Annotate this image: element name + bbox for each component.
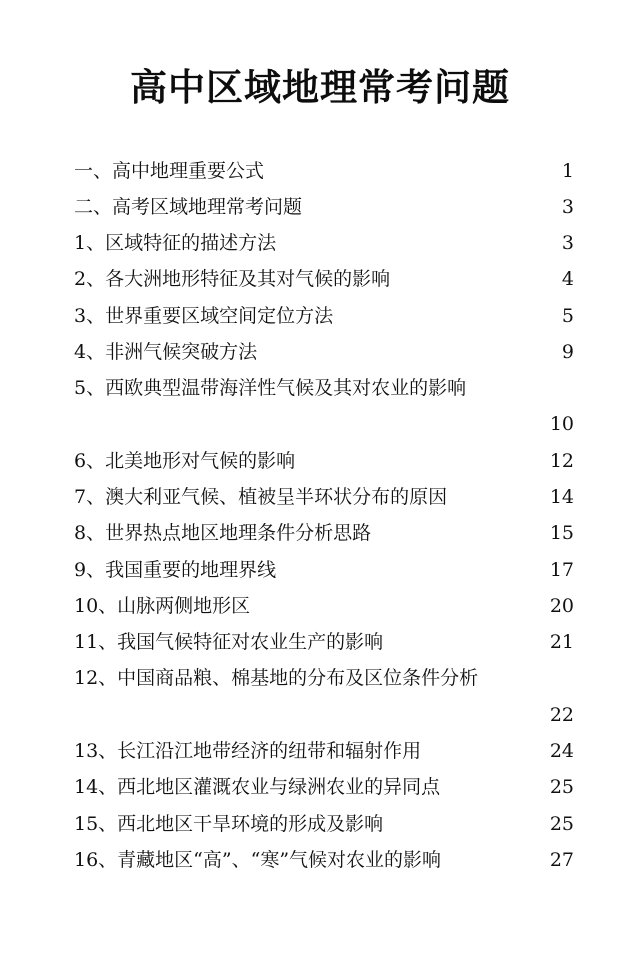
toc-entry-label: 12、中国商品粮、棉基地的分布及区位条件分析 [74, 667, 479, 689]
toc-dot-leader [398, 264, 544, 294]
toc-entry-label: 2、各大洲地形特征及其对气候的影响 [74, 268, 391, 290]
toc-page-number: 1 [561, 160, 574, 182]
toc-dot-leader [391, 809, 542, 839]
toc-page-number: 17 [549, 559, 574, 581]
toc-dot-leader [272, 156, 544, 186]
toc-entry[interactable] [74, 772, 574, 802]
toc-page-number: 4 [561, 268, 574, 290]
toc-dot-leader [341, 301, 544, 331]
toc-dot-leader [448, 772, 542, 802]
toc-entry[interactable] [74, 446, 574, 476]
toc-dot-leader [429, 736, 542, 766]
toc-dot-leader [258, 591, 542, 621]
toc-entry-label: 11、我国气候特征对农业生产的影响 [74, 631, 384, 653]
toc-entry[interactable] [74, 518, 574, 548]
toc-entry-label: 16、青藏地区“高”、“寒”气候对农业的影响 [74, 849, 442, 871]
toc-entry[interactable] [74, 809, 574, 839]
toc-entry[interactable] [74, 192, 574, 222]
toc-page-number: 24 [549, 740, 574, 762]
toc-dot-leader [118, 409, 542, 439]
toc-page-number: 25 [549, 776, 574, 798]
toc-page-number: 20 [549, 595, 574, 617]
toc-entry-label: 10、山脉两侧地形区 [74, 595, 251, 617]
toc-entry-label: 9、我国重要的地理界线 [74, 559, 277, 581]
toc-entry[interactable] [74, 591, 574, 621]
toc-entry-label: 7、澳大利亚气候、植被呈半环状分布的原因 [74, 486, 448, 508]
toc-page-number: 14 [549, 486, 574, 508]
toc-entry-label: 5、西欧典型温带海洋性气候及其对农业的影响 [74, 377, 467, 399]
toc-entry-label: 8、世界热点地区地理条件分析思路 [74, 522, 372, 544]
toc-entry-label: 14、西北地区灌溉农业与绿洲农业的异同点 [74, 776, 441, 798]
toc-dot-leader [284, 555, 542, 585]
toc-dot-leader [118, 700, 542, 730]
toc-page-number: 9 [561, 341, 574, 363]
toc-dot-leader [310, 192, 544, 222]
toc-entry-continuation[interactable] [74, 409, 574, 439]
toc-page-number: 21 [549, 631, 574, 653]
toc-dot-leader [379, 518, 542, 548]
toc-entry[interactable] [74, 555, 574, 585]
toc-entry[interactable] [74, 156, 574, 186]
toc-page-number: 15 [549, 522, 574, 544]
toc-page-number: 27 [549, 849, 574, 871]
toc-entry[interactable] [74, 663, 574, 693]
toc-dot-leader [449, 845, 542, 875]
toc-dot-leader [284, 228, 544, 258]
toc-entry[interactable] [74, 301, 574, 331]
toc-entry-label: 4、非洲气候突破方法 [74, 341, 258, 363]
toc-dot-leader [265, 337, 544, 367]
toc-dot-leader [455, 482, 542, 512]
toc-page-number: 12 [549, 450, 574, 472]
toc-page-number: 22 [549, 704, 574, 726]
toc-page-number: 3 [561, 232, 574, 254]
toc-page-number: 25 [549, 813, 574, 835]
toc-entry-label: 1、区域特征的描述方法 [74, 232, 277, 254]
toc-entry-label: 6、北美地形对气候的影响 [74, 450, 296, 472]
toc-entry[interactable] [74, 736, 574, 766]
toc-entry-label: 3、世界重要区域空间定位方法 [74, 305, 334, 327]
toc-dot-leader [391, 627, 542, 657]
toc-dot-leader [303, 446, 542, 476]
toc-entry-label: 二、高考区域地理常考问题 [74, 196, 303, 218]
toc-entry-label: 一、高中地理重要公式 [74, 160, 265, 182]
toc-page-number: 3 [561, 196, 574, 218]
toc-entry[interactable] [74, 337, 574, 367]
toc-entry[interactable] [74, 373, 574, 403]
toc-page-number: 10 [549, 413, 574, 435]
toc-entry-label: 15、西北地区干旱环境的形成及影响 [74, 813, 384, 835]
page-title: 高中区域地理常考问题 [130, 65, 510, 109]
toc-page-number: 5 [561, 305, 574, 327]
toc-entry-label: 13、长江沿江地带经济的纽带和辐射作用 [74, 740, 422, 762]
toc-entry[interactable] [74, 482, 574, 512]
toc-entry[interactable] [74, 627, 574, 657]
toc-entry-continuation[interactable] [74, 700, 574, 730]
toc-entry[interactable] [74, 264, 574, 294]
toc-entry[interactable] [74, 228, 574, 258]
toc-entry[interactable] [74, 845, 574, 875]
